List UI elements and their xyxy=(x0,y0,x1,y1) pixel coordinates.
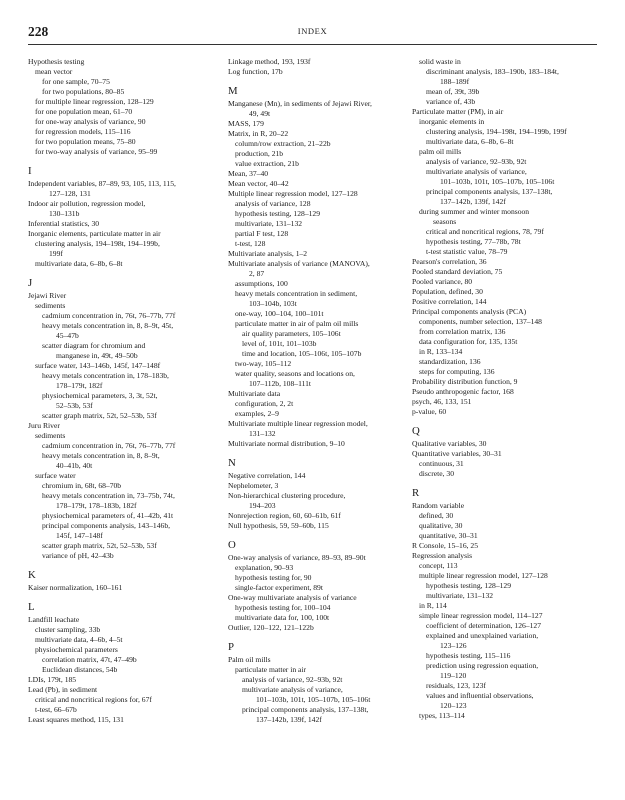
index-entry: Least squares method, 115, 131 xyxy=(28,715,124,724)
index-entry: multiple linear regression model, 127–128 xyxy=(419,571,548,580)
index-entry: partial F test, 128 xyxy=(235,229,289,238)
index-entry: for regression models, 115–116 xyxy=(35,127,131,136)
index-entry: 107–112b, 108–111t xyxy=(249,379,312,388)
index-entry: components, number selection, 137–148 xyxy=(419,317,542,326)
index-entry: qualitative, 30 xyxy=(419,521,463,530)
index-entry: residuals, 123, 123f xyxy=(426,681,486,690)
index-entry: Lead (Pb), in sediment xyxy=(28,685,98,694)
index-entry: solid waste in xyxy=(419,57,461,66)
index-entry: Null hypothesis, 59, 59–60b, 115 xyxy=(228,521,329,530)
index-entry: heavy metals concentration in, 178–183b, xyxy=(42,371,169,380)
index-entry: Manganese (Mn), in sediments of Jejawi River, xyxy=(228,99,372,108)
index-entry: examples, 2–9 xyxy=(235,409,279,418)
index-entry: Positive correlation, 144 xyxy=(412,297,487,306)
index-entry: Population, defined, 30 xyxy=(412,287,483,296)
index-entry: One-way analysis of variance, 89–93, 89–90t xyxy=(228,553,366,562)
index-entry: particulate matter in air xyxy=(235,665,307,674)
index-entry: 52–53b, 53f xyxy=(56,401,93,410)
index-entry: 101–103b, 101t, 105–107b, 105–106t xyxy=(256,695,371,704)
index-entry: multivariate data, 4–6b, 4–5t xyxy=(35,635,123,644)
index-entry: two-way, 105–112 xyxy=(235,359,292,368)
index-entry: clustering analysis, 194–198t, 194–199b, 199f xyxy=(426,127,567,136)
index-entry: for one sample, 70–75 xyxy=(42,77,110,86)
index-entry: Pseudo anthropogenic factor, 168 xyxy=(412,387,514,396)
index-entry: heavy metals concentration in sediment, xyxy=(235,289,358,298)
index-column-3 xyxy=(412,57,602,721)
index-entry: concept, 113 xyxy=(419,561,458,570)
index-entry: particulate matter in air of palm oil mills xyxy=(235,319,359,328)
index-entry: 130–131b xyxy=(49,209,80,218)
index-entry: sediments xyxy=(35,431,66,440)
index-entry: in R, 114 xyxy=(419,601,447,610)
index-entry: cadmium concentration in, 76t, 76–77b, 77f xyxy=(42,441,176,450)
index-entry: Juru River xyxy=(28,421,60,430)
index-entry: analysis of variance, 92–93b, 92t xyxy=(426,157,527,166)
index-entry: Kaiser normalization, 160–161 xyxy=(28,583,123,592)
index-entry: principal components analysis, 137–138t, xyxy=(242,705,369,714)
page-header xyxy=(28,24,597,44)
index-entry: mean vector xyxy=(35,67,73,76)
index-entry: Quantitative variables, 30–31 xyxy=(412,449,502,458)
index-entry: Pooled variance, 80 xyxy=(412,277,473,286)
index-entry: critical and noncritical regions for, 67f xyxy=(35,695,152,704)
index-entry: Random variable xyxy=(412,501,465,510)
index-entry: discriminant analysis, 183–190b, 183–184t, xyxy=(426,67,559,76)
index-entry: multivariate data for, 100, 100t xyxy=(235,613,330,622)
index-entry: psych, 46, 133, 151 xyxy=(412,397,472,406)
index-entry: p-value, 60 xyxy=(412,407,447,416)
index-entry: discrete, 30 xyxy=(419,469,455,478)
index-entry: mean of, 39t, 39b xyxy=(426,87,480,96)
index-entry: in R, 133–134 xyxy=(419,347,463,356)
index-entry: physiochemical parameters xyxy=(35,645,118,654)
index-entry: Outlier, 120–122, 121–122b xyxy=(228,623,314,632)
index-section-letter: I xyxy=(28,165,32,177)
index-entry: Mean vector, 40–42 xyxy=(228,179,289,188)
index-entry: Hypothesis testing xyxy=(28,57,85,66)
index-entry: 178–179t, 182f xyxy=(56,381,103,390)
index-entry: 188–189f xyxy=(440,77,470,86)
running-head: INDEX xyxy=(297,26,328,36)
index-entry: hypothesis testing, 128–129 xyxy=(426,581,512,590)
index-entry: values and influential observations, xyxy=(426,691,534,700)
index-entry: clustering analysis, 194–198t, 194–199b, xyxy=(35,239,160,248)
index-entry: steps for computing, 136 xyxy=(419,367,495,376)
index-entry: Mean, 37–40 xyxy=(228,169,269,178)
index-entry: for one-way analysis of variance, 90 xyxy=(35,117,146,126)
index-entry: Independent variables, 87–89, 93, 105, 113, 115, xyxy=(28,179,176,188)
index-entry: data configuration for, 135, 135t xyxy=(419,337,518,346)
index-entry: standardization, 136 xyxy=(419,357,481,366)
index-entry: Indoor air pollution, regression model, xyxy=(28,199,146,208)
header-rule xyxy=(28,44,597,45)
index-entry: types, 113–114 xyxy=(419,711,465,720)
index-entry: Nephelometer, 3 xyxy=(228,481,279,490)
index-entry: Non-hierarchical clustering procedure, xyxy=(228,491,346,500)
index-entry: 127–128, 131 xyxy=(49,189,91,198)
index-entry: explained and unexplained variation, xyxy=(426,631,539,640)
index-section-letter: L xyxy=(28,601,35,613)
index-entry: column/row extraction, 21–22b xyxy=(235,139,331,148)
index-column-2 xyxy=(228,57,414,725)
index-entry: sediments xyxy=(35,301,66,310)
index-entry: for multiple linear regression, 128–129 xyxy=(35,97,154,106)
index-entry: multivariate analysis of variance, xyxy=(242,685,343,694)
index-entry: prediction using regression equation, xyxy=(426,661,539,670)
index-entry: One-way multivariate analysis of variance xyxy=(228,593,357,602)
index-entry: hypothesis testing for, 100–104 xyxy=(235,603,331,612)
index-entry: MASS, 179 xyxy=(228,119,264,128)
index-entry: 145f, 147–148f xyxy=(56,531,103,540)
page-number: 228 xyxy=(28,24,49,39)
index-entry: variance of pH, 42–43b xyxy=(42,551,114,560)
index-entry: Linkage method, 193, 193f xyxy=(228,57,311,66)
index-entry: simple linear regression model, 114–127 xyxy=(419,611,543,620)
index-entry: for one population mean, 61–70 xyxy=(35,107,133,116)
index-entry: Euclidean distances, 54b xyxy=(42,665,118,674)
index-entry: t-test, 128 xyxy=(235,239,266,248)
index-entry: seasons xyxy=(433,217,457,226)
index-column-1 xyxy=(28,57,214,725)
index-entry: single-factor experiment, 89t xyxy=(235,583,323,592)
index-entry: level of, 101t, 101–103b xyxy=(242,339,317,348)
index-entry: Pooled standard deviation, 75 xyxy=(412,267,503,276)
index-entry: one-way, 100–104, 100–101t xyxy=(235,309,324,318)
index-entry: 137–142b, 139f, 142f xyxy=(256,715,322,724)
index-section-letter: P xyxy=(228,641,235,653)
index-entry: heavy metals concentration in, 8, 8–9t, 45t, xyxy=(42,321,174,330)
index-entry: cadmium concentration in, 76t, 76–77b, 77f xyxy=(42,311,176,320)
index-entry: critical and noncritical regions, 78, 79f xyxy=(426,227,544,236)
index-section-letter: O xyxy=(228,539,236,551)
index-entry: 131–132 xyxy=(249,429,276,438)
index-entry: principal components analysis, 137–138t, xyxy=(426,187,553,196)
index-entry: 45–47b xyxy=(56,331,79,340)
index-section-letter: M xyxy=(228,85,238,97)
index-entry: 119–120 xyxy=(440,671,467,680)
index-entry: for two-way analysis of variance, 95–99 xyxy=(35,147,158,156)
index-entry: Log function, 17b xyxy=(228,67,283,76)
index-entry: for two population means, 75–80 xyxy=(35,137,136,146)
index-entry: 101–103b, 101t, 105–107b, 105–106t xyxy=(440,177,555,186)
index-entry: during summer and winter monsoon xyxy=(419,207,530,216)
index-entry: physiochemical parameters, 3, 3t, 52t, xyxy=(42,391,158,400)
index-entry: 40–41b, 40t xyxy=(56,461,93,470)
index-entry: 49, 49t xyxy=(249,109,271,118)
index-entry: surface water xyxy=(35,471,76,480)
index-entry: hypothesis testing, 128–129 xyxy=(235,209,321,218)
index-entry: explanation, 90–93 xyxy=(235,563,294,572)
index-entry: Multivariate normal distribution, 9–10 xyxy=(228,439,345,448)
index-entry: coefficient of determination, 126–127 xyxy=(426,621,541,630)
index-entry: Matrix, in R, 20–22 xyxy=(228,129,289,138)
index-entry: quantitative, 30–31 xyxy=(419,531,478,540)
index-entry: hypothesis testing, 115–116 xyxy=(426,651,511,660)
index-entry: water quality, seasons and locations on, xyxy=(235,369,355,378)
index-entry: analysis of variance, 128 xyxy=(235,199,311,208)
index-entry: Jejawi River xyxy=(28,291,67,300)
index-entry: air quality parameters, 105–106t xyxy=(242,329,341,338)
index-entry: Particulate matter (PM), in air xyxy=(412,107,504,116)
index-entry: R Console, 15–16, 25 xyxy=(412,541,479,550)
index-entry: Regression analysis xyxy=(412,551,473,560)
index-entry: t-test, 66–67b xyxy=(35,705,77,714)
index-entry: manganese in, 49t, 49–50b xyxy=(56,351,138,360)
index-entry: 120–123 xyxy=(440,701,467,710)
index-entry: principal components analysis, 143–146b, xyxy=(42,521,171,530)
index-entry: inorganic elements in xyxy=(419,117,485,126)
index-entry: scatter graph matrix, 52t, 52–53b, 53f xyxy=(42,541,157,550)
index-entry: Multivariate multiple linear regression model, xyxy=(228,419,368,428)
index-entry: correlation matrix, 47t, 47–49b xyxy=(42,655,137,664)
index-entry: analysis of variance, 92–93b, 92t xyxy=(242,675,343,684)
index-entry: heavy metals concentration in, 73–75b, 74t, xyxy=(42,491,175,500)
index-entry: chromium in, 68t, 68–70b xyxy=(42,481,122,490)
index-entry: multivariate data, 6–8b, 6–8t xyxy=(35,259,123,268)
index-entry: value extraction, 21b xyxy=(235,159,299,168)
index-entry: Inorganic elements, particulate matter in air xyxy=(28,229,161,238)
index-entry: Inferential statistics, 30 xyxy=(28,219,100,228)
index-entry: Multivariate data xyxy=(228,389,281,398)
index-entry: Multivariate analysis of variance (MANOVA), xyxy=(228,259,370,268)
index-section-letter: Q xyxy=(412,425,420,437)
index-entry: Negative correlation, 144 xyxy=(228,471,306,480)
index-entry: 199f xyxy=(49,249,63,258)
index-entry: 103–104b, 103t xyxy=(249,299,297,308)
index-entry: 137–142b, 139f, 142f xyxy=(440,197,506,206)
index-entry: Landfill leachate xyxy=(28,615,80,624)
index-entry: cluster sampling, 33b xyxy=(35,625,101,634)
index-entry: variance of, 43b xyxy=(426,97,476,106)
index-entry: 194–203 xyxy=(249,501,276,510)
index-entry: Qualitative variables, 30 xyxy=(412,439,487,448)
index-entry: surface water, 143–146b, 145f, 147–148f xyxy=(35,361,161,370)
index-entry: Nonrejection region, 60, 60–61b, 61f xyxy=(228,511,341,520)
index-entry: scatter diagram for chromium and xyxy=(42,341,146,350)
index-entry: defined, 30 xyxy=(419,511,454,520)
index-entry: continuous, 31 xyxy=(419,459,464,468)
index-entry: hypothesis testing for, 90 xyxy=(235,573,312,582)
index-entry: Palm oil mills xyxy=(228,655,271,664)
index-section-letter: N xyxy=(228,457,236,469)
index-section-letter: K xyxy=(28,569,36,581)
index-entry: t-test statistic value, 78–79 xyxy=(426,247,508,256)
index-section-letter: J xyxy=(28,277,33,289)
index-entry: multivariate, 131–132 xyxy=(426,591,494,600)
index-entry: assumptions, 100 xyxy=(235,279,288,288)
index-entry: scatter graph matrix, 52t, 52–53b, 53f xyxy=(42,411,157,420)
index-entry: hypothesis testing, 77–78b, 78t xyxy=(426,237,521,246)
index-entry: configuration, 2, 2t xyxy=(235,399,294,408)
index-entry: Multiple linear regression model, 127–128 xyxy=(228,189,358,198)
index-entry: Probability distribution function, 9 xyxy=(412,377,518,386)
index-entry: LDIs, 179t, 185 xyxy=(28,675,77,684)
index-entry: for two populations, 80–85 xyxy=(42,87,125,96)
index-entry: production, 21b xyxy=(235,149,284,158)
index-entry: time and location, 105–106t, 105–107b xyxy=(242,349,362,358)
index-entry: Principal components analysis (PCA) xyxy=(412,307,527,316)
index-entry: 123–126 xyxy=(440,641,467,650)
index-entry: palm oil mills xyxy=(419,147,462,156)
index-entry: 178–179t, 178–183b, 182f xyxy=(56,501,137,510)
index-entry: multivariate, 131–132 xyxy=(235,219,303,228)
index-entry: Multivariate analysis, 1–2 xyxy=(228,249,308,258)
index-entry: multivariate data, 6–8b, 6–8t xyxy=(426,137,514,146)
index-section-letter: R xyxy=(412,487,420,499)
index-entry: multivariate analysis of variance, xyxy=(426,167,527,176)
index-entry: heavy metals concentration in, 8, 8–9t, xyxy=(42,451,160,460)
index-entry: 2, 87 xyxy=(249,269,265,278)
index-entry: Pearson's correlation, 36 xyxy=(412,257,487,266)
index-entry: physiochemical parameters of, 41–42b, 41t xyxy=(42,511,174,520)
index-entry: from correlation matrix, 136 xyxy=(419,327,506,336)
